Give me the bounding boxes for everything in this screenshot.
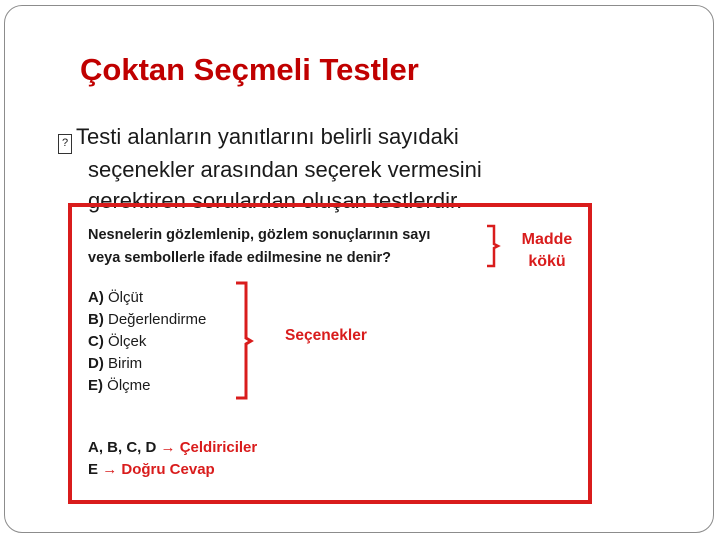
option-d: D) Birim (88, 355, 143, 372)
question-line-2: veya sembollerle ifade edilmesine ne denir? (88, 250, 392, 266)
option-a: A) Ölçüt (88, 289, 144, 306)
option-e: E) Ölçme (88, 377, 151, 394)
bullet-text-1: Testi alanların yanıtlarını belirli sayıdaki (76, 124, 459, 149)
bullet-line-3: gerektiren sorulardan oluşan testlerdir. (88, 188, 463, 213)
slide-title: Çoktan Seçmeli Testler (80, 52, 419, 87)
stem-bracket-icon (487, 226, 498, 266)
stem-label-line-1: Madde (521, 231, 573, 248)
stem-label-line-2: kökü (528, 253, 566, 270)
correct-answer-line: E → Doğru Cevap (88, 461, 215, 478)
bullet-box-icon: ? (58, 134, 72, 154)
option-b: B) Değerlendirme (88, 311, 207, 328)
distractors-line: A, B, C, D → Çeldiriciler (88, 439, 258, 456)
option-c: C) Ölçek (88, 333, 147, 350)
options-label: Seçenekler (285, 327, 367, 344)
options-bracket-icon (236, 283, 251, 398)
question-line-1: Nesnelerin gözlemlenip, gözlem sonuçlarının sayı (88, 227, 431, 243)
bullet-line-2: seçenekler arasından seçerek vermesini (88, 157, 482, 182)
